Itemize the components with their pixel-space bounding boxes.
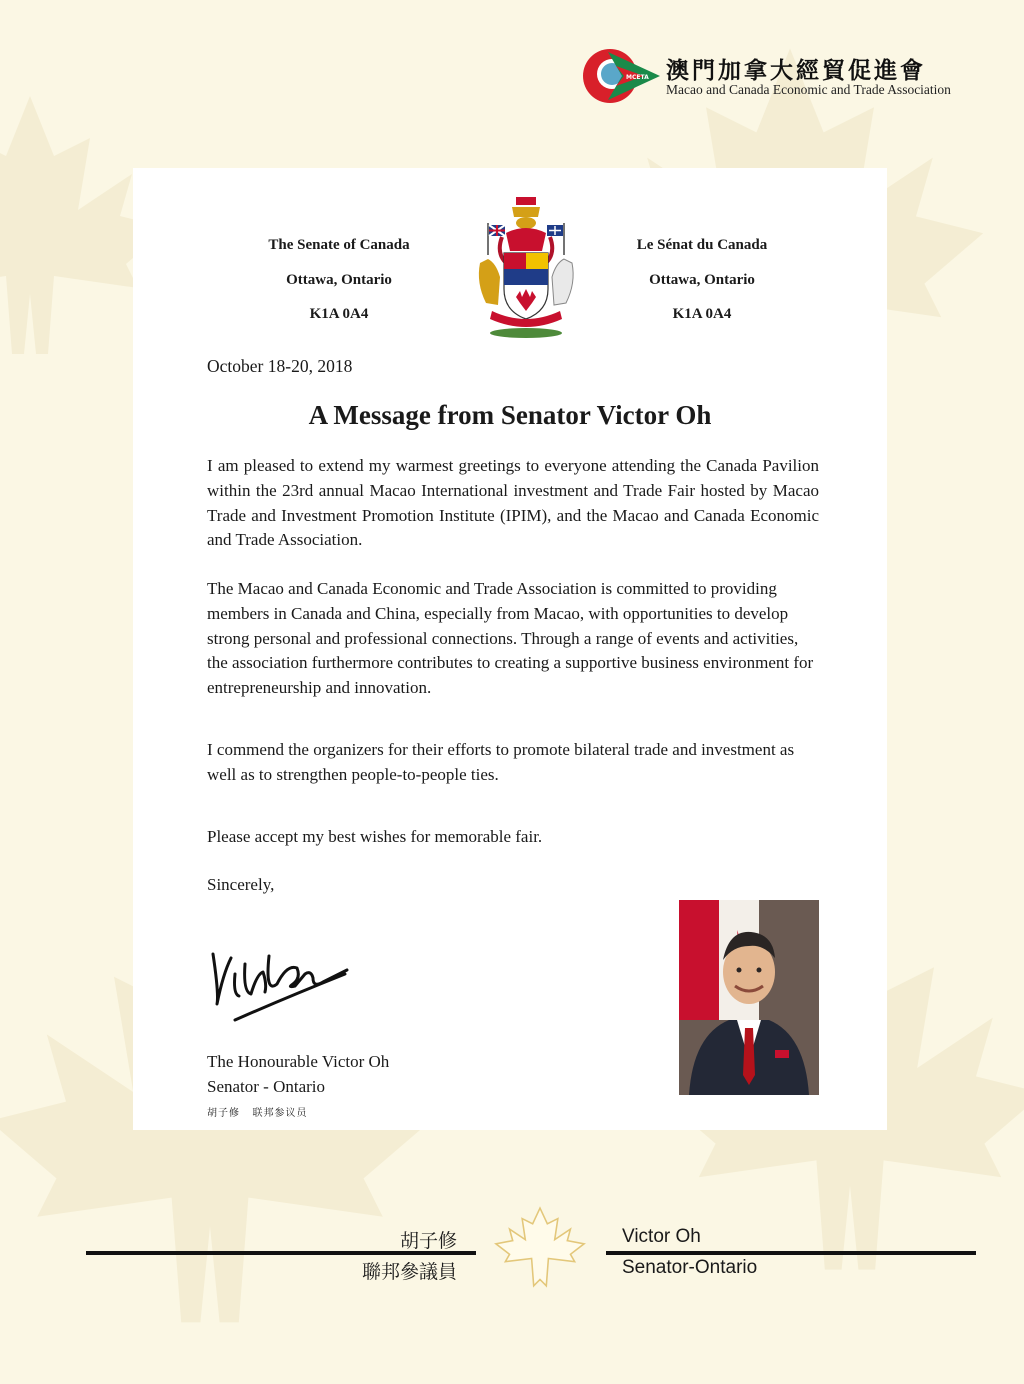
footer-name-chinese: 胡子修 [400, 1231, 458, 1252]
footer-title-chinese: 聯邦參議員 [362, 1262, 458, 1283]
paragraph-3: I commend the organizers for their efforts to promote bilateral trade and investment as well as to strengthen people-to-people ties. [207, 740, 795, 784]
paragraph-2: The Macao and Canada Economic and Trade Association is committed to providing members in Canada and China, especially from Macao, with opportunities to develop strong personal and professional connections. Through a range of events and activities, the association furthermore contributes to creating a supportive business environment for entrepreneurship and innovation. [207, 579, 814, 698]
signer-chinese: 胡子修 联邦参议员 [207, 1108, 308, 1119]
association-name-english: Macao and Canada Economic and Trade Association [666, 82, 951, 97]
signer-block [207, 1049, 389, 1099]
paragraph-4: Please accept my best wishes for memorable fair. [207, 827, 543, 846]
letterhead-english-line2: Ottawa, Ontario [286, 271, 392, 288]
letterhead-french-line1: Le Sénat du Canada [636, 237, 768, 253]
senator-portrait-photo [679, 900, 819, 1095]
signer-title: Senator - Ontario [207, 1077, 326, 1096]
mceta-emblem-icon [582, 48, 662, 104]
letterhead-english-line1: The Senate of Canada [268, 237, 410, 253]
association-name-chinese: 澳門加拿大經貿促進會 [666, 58, 926, 84]
paragraph-1: I am pleased to extend my warmest greetings to everyone attending the Canada Pavilion within the 23rd annual Macao International investment and Trade Fair hosted by Macao Trade and Investment Promotion Institute (IPIM), and the Macao and Canada Economic and Trade Association. [207, 456, 819, 550]
coat-of-arms-icon [466, 193, 586, 343]
association-logo [582, 48, 982, 104]
letter-title: A Message from Senator Victor Oh [308, 400, 712, 430]
footer-title-english: Senator-Ontario [622, 1257, 758, 1278]
letterhead-french [592, 228, 812, 332]
letterhead-french-line3: K1A 0A4 [672, 306, 732, 322]
signer-name: The Honourable Victor Oh [207, 1052, 390, 1071]
maple-leaf-outline-icon [484, 1206, 596, 1290]
footer-name-english: Victor Oh [622, 1226, 701, 1247]
letter-sheet [133, 168, 887, 1130]
closing: Sincerely, [207, 875, 275, 894]
svg-text:MCETA: MCETA [626, 74, 649, 81]
letterhead-french-line2: Ottawa, Ontario [649, 271, 755, 288]
footer-rule-right [606, 1251, 976, 1255]
letterhead-english-line3: K1A 0A4 [309, 306, 369, 322]
letterhead-english [229, 228, 449, 332]
letter-date: October 18-20, 2018 [207, 356, 353, 376]
handwritten-signature [205, 934, 355, 1024]
